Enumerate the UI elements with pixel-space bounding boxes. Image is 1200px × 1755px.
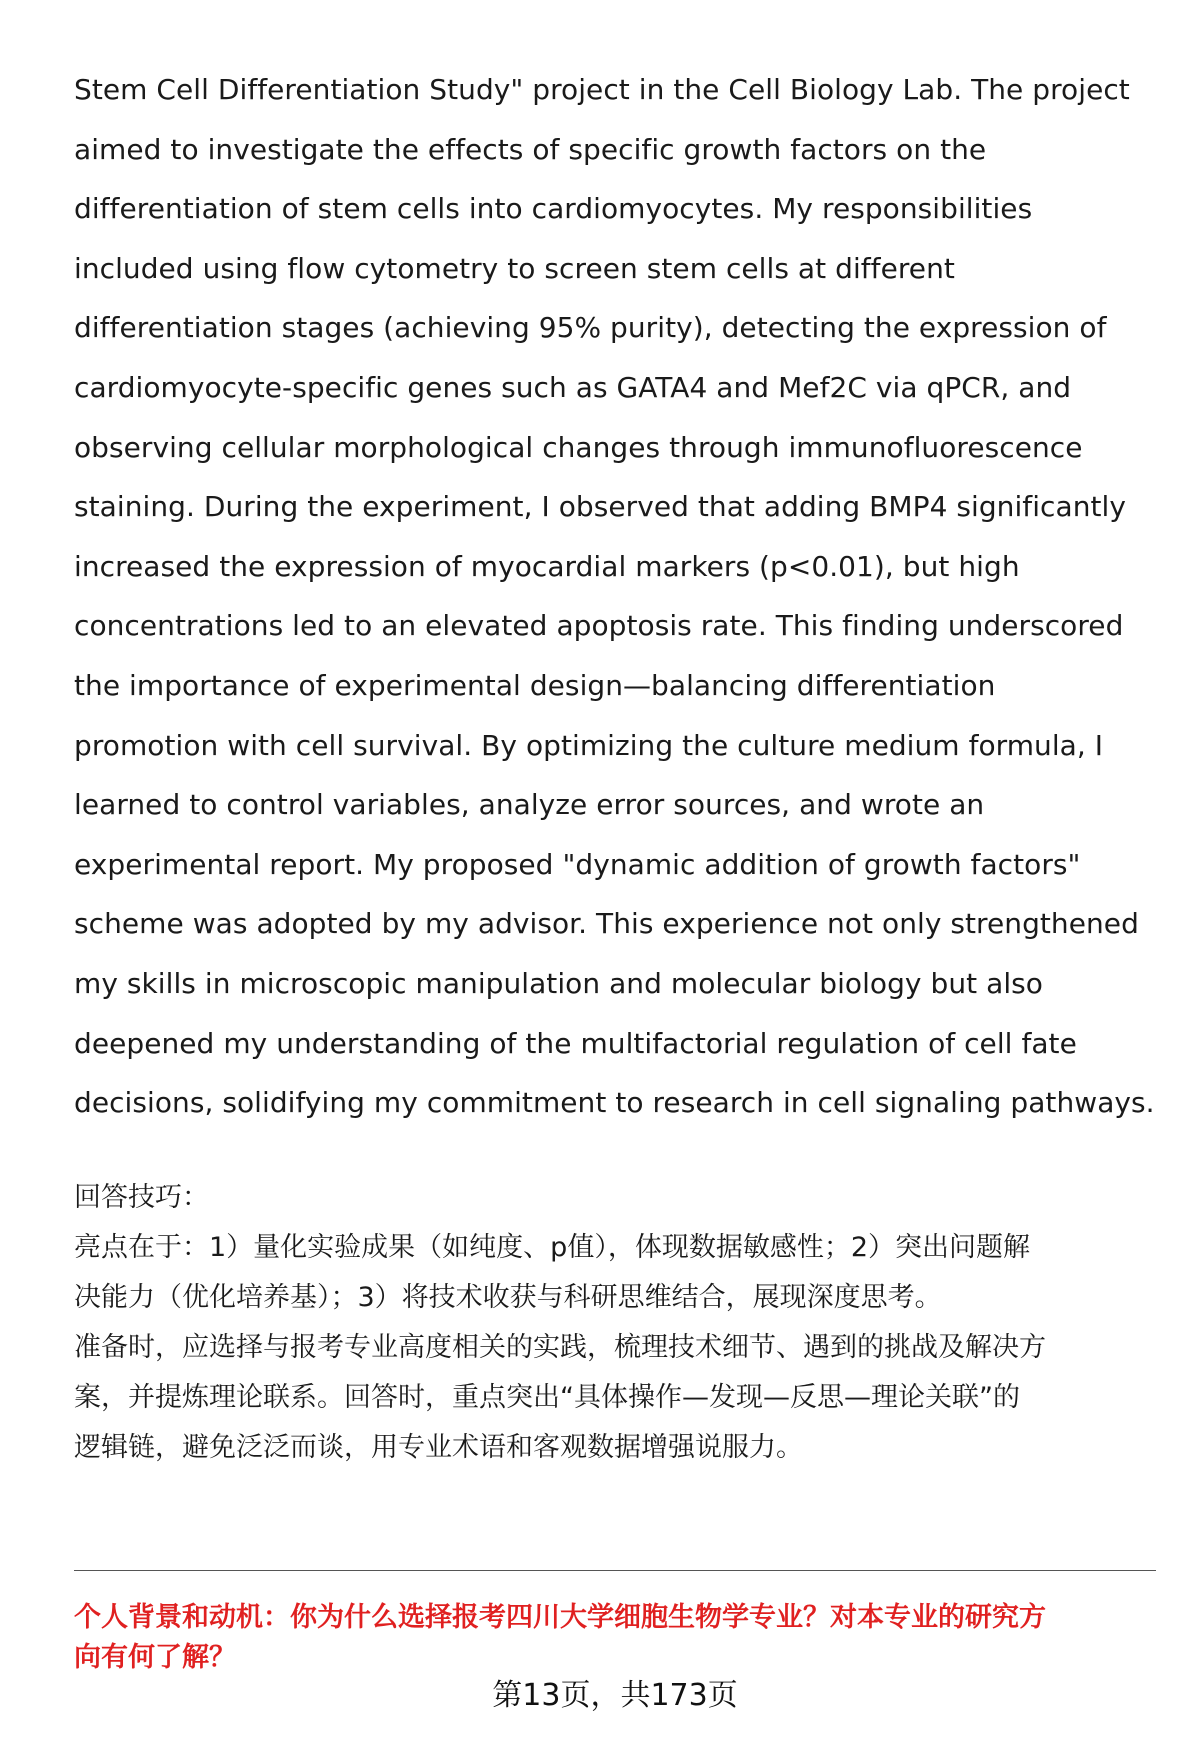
section-divider bbox=[74, 1570, 1156, 1571]
next-question-heading bbox=[74, 1598, 1164, 1678]
answer-tips bbox=[74, 1173, 1164, 1473]
body-line: deepened my understanding of the multifactorial regulation of cell fate bbox=[74, 1026, 1077, 1060]
tips-line: 亮点在于：1）量化实验成果（如纯度、p值），体现数据敏感性；2）突出问题解 bbox=[74, 1231, 1030, 1263]
body-line: included using flow cytometry to screen stem cells at different bbox=[74, 251, 955, 285]
body-line: decisions, solidifying my commitment to research in cell signaling pathways. bbox=[74, 1086, 1155, 1120]
question-line: 个人背景和动机：你为什么选择报考四川大学细胞生物学专业？对本专业的研究方 bbox=[74, 1602, 1046, 1633]
tips-line: 案，并提炼理论联系。回答时，重点突出“具体操作—发现—反思—理论关联”的 bbox=[74, 1381, 1020, 1413]
body-line: experimental report. My proposed "dynamic addition of growth factors" bbox=[74, 847, 1081, 881]
body-line: promotion with cell survival. By optimizing the culture medium formula, I bbox=[74, 728, 1104, 762]
body-line: differentiation of stem cells into cardiomyocytes. My responsibilities bbox=[74, 192, 1033, 226]
question-line: 向有何了解？ bbox=[74, 1642, 236, 1673]
tips-line: 准备时，应选择与报考专业高度相关的实践，梳理技术细节、遇到的挑战及解决方 bbox=[74, 1331, 1046, 1363]
body-line: aimed to investigate the effects of specific growth factors on the bbox=[74, 132, 987, 166]
body-line: concentrations led to an elevated apoptosis rate. This finding underscored bbox=[74, 609, 1124, 643]
tips-highlights bbox=[74, 1223, 1164, 1323]
page-content bbox=[74, 60, 1164, 1473]
body-line: my skills in microscopic manipulation and molecular biology but also bbox=[74, 966, 1043, 1000]
body-line: staining. During the experiment, I observed that adding BMP4 significantly bbox=[74, 490, 1126, 524]
body-line: learned to control variables, analyze error sources, and wrote an bbox=[74, 788, 985, 822]
body-line: Stem Cell Differentiation Study" project in the Cell Biology Lab. The project bbox=[74, 73, 1130, 106]
body-line: differentiation stages (achieving 95% purity), detecting the expression of bbox=[74, 311, 1107, 345]
body-line: observing cellular morphological changes through immunofluorescence bbox=[74, 430, 1083, 464]
body-line: the importance of experimental design—balancing differentiation bbox=[74, 668, 996, 702]
body-paragraph bbox=[74, 60, 1164, 1133]
body-line: increased the expression of myocardial markers (p<0.01), but high bbox=[74, 549, 1020, 583]
tips-preparation bbox=[74, 1323, 1164, 1473]
page-number: 第13页，共173页 bbox=[492, 1678, 738, 1713]
body-line: scheme was adopted by my advisor. This experience not only strengthened bbox=[74, 907, 1139, 941]
tips-title: 回答技巧： bbox=[74, 1181, 209, 1213]
tips-line: 决能力（优化培养基）；3）将技术收获与科研思维结合，展现深度思考。 bbox=[74, 1281, 942, 1313]
body-line: cardiomyocyte-specific genes such as GATA4 and Mef2C via qPCR, and bbox=[74, 370, 1072, 404]
tips-line: 逻辑链，避免泛泛而谈，用专业术语和客观数据增强说服力。 bbox=[74, 1431, 803, 1463]
